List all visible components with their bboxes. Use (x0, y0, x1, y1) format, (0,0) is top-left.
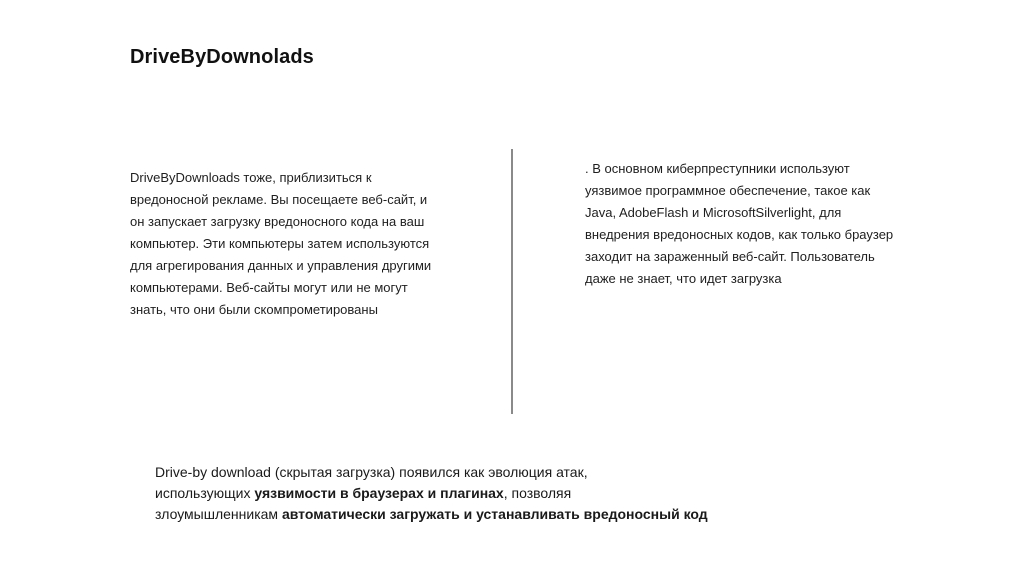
left-line: он запускает загрузку вредоносного кода на ваш (130, 214, 425, 229)
right-line: даже не знает, что идет загрузка (585, 271, 782, 286)
summary-line-1: Drive-by download (скрытая загрузка) появился как эволюция атак, (155, 464, 588, 480)
summary-line-3 (155, 504, 855, 525)
summary-emphasis-vulnerabilities: уязвимости в браузерах и плагинах (254, 485, 504, 501)
right-line: . В основном киберпреступники используют (585, 161, 850, 176)
summary-text (155, 462, 855, 525)
summary-line-2-end: , позволяя (503, 485, 572, 501)
summary-emphasis-auto-install: автоматически загружать и устанавливать вредоносный код (281, 506, 708, 522)
summary-line-3-start: злоумышленникам (155, 506, 282, 522)
right-line: Java, AdobeFlash и MicrosoftSilverlight, для (585, 205, 842, 220)
column-divider (511, 149, 513, 414)
left-line: знать, что они были скомпрометированы (130, 302, 378, 317)
summary-line-2-start: использующих (155, 485, 255, 501)
right-line: заходит на зараженный веб-сайт. Пользователь (585, 249, 875, 264)
left-line: DriveByDownloads тоже, приблизиться к (130, 170, 372, 185)
left-line: для агрегирования данных и управления другими (130, 258, 432, 273)
left-line: вредоносной рекламе. Вы посещаете веб-сайт, и (130, 192, 428, 207)
right-line: внедрения вредоносных кодов, как только браузер (585, 227, 894, 242)
right-line: уязвимое программное обеспечение, такое как (585, 183, 871, 198)
slide-title: DriveByDownolads (130, 46, 314, 68)
left-column-text (130, 167, 470, 321)
right-column-text (585, 158, 930, 290)
left-line: компьютерами. Веб-сайты могут или не могут (130, 280, 408, 295)
summary-line-2 (155, 483, 855, 504)
left-line: компьютер. Эти компьютеры затем используются (130, 236, 430, 251)
